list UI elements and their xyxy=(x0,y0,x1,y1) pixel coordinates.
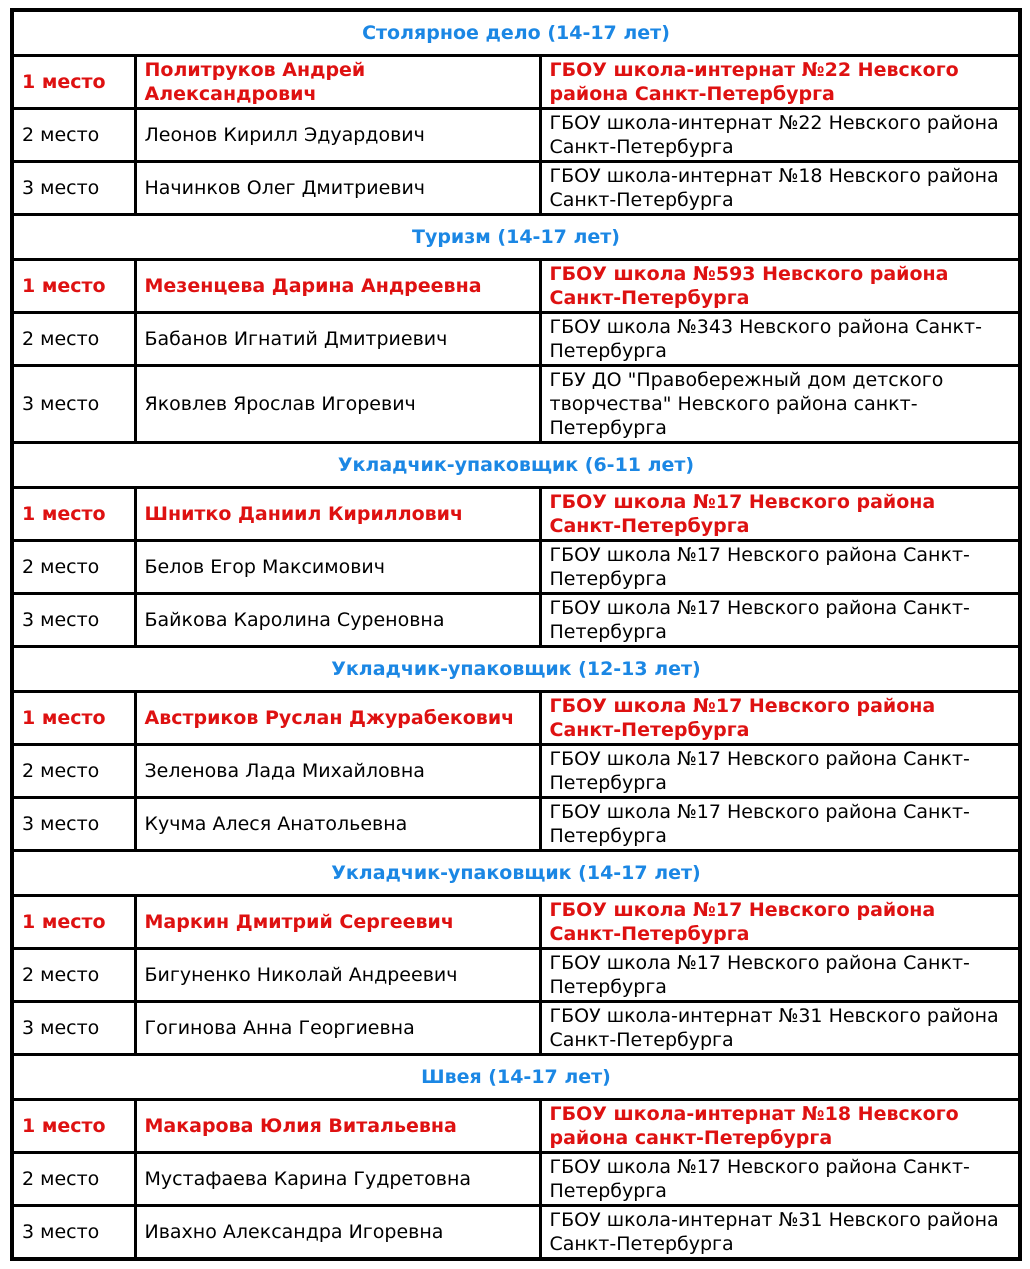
place-cell: 1 место xyxy=(12,896,135,949)
name-cell: Байкова Каролина Суреновна xyxy=(135,594,540,647)
place-cell: 1 место xyxy=(12,56,135,109)
school-cell: ГБОУ школа №343 Невского района Санкт-Петербурга xyxy=(540,313,1020,366)
school-cell: ГБОУ школа-интернат №31 Невского района Санкт-Петербурга xyxy=(540,1206,1020,1260)
school-cell: ГБОУ школа №593 Невского района Санкт-Петербурга xyxy=(540,260,1020,313)
school-cell: ГБОУ школа-интернат №22 Невского района Санкт-Петербурга xyxy=(540,56,1020,109)
section-title: Укладчик-упаковщик (6-11 лет) xyxy=(12,443,1020,488)
table-row xyxy=(12,1153,1020,1206)
table-row xyxy=(12,896,1020,949)
name-cell: Бигуненко Николай Андреевич xyxy=(135,949,540,1002)
section-title: Укладчик-упаковщик (14-17 лет) xyxy=(12,851,1020,896)
place-cell: 3 место xyxy=(12,798,135,851)
name-cell: Белов Егор Максимович xyxy=(135,541,540,594)
place-cell: 2 место xyxy=(12,745,135,798)
name-cell: Политруков Андрей Александрович xyxy=(135,56,540,109)
school-cell: ГБУ ДО "Правобережный дом детского творчества" Невского района санкт-Петербурга xyxy=(540,366,1020,443)
place-cell: 1 место xyxy=(12,260,135,313)
school-cell: ГБОУ школа-интернат №18 Невского района санкт-Петербурга xyxy=(540,1100,1020,1153)
name-cell: Леонов Кирилл Эдуардович xyxy=(135,109,540,162)
table-row xyxy=(12,798,1020,851)
place-cell: 2 место xyxy=(12,313,135,366)
section-header-row xyxy=(12,1055,1020,1100)
name-cell: Австриков Руслан Джурабекович xyxy=(135,692,540,745)
table-row xyxy=(12,692,1020,745)
school-cell: ГБОУ школа №17 Невского района Санкт-Петербурга xyxy=(540,949,1020,1002)
school-cell: ГБОУ школа №17 Невского района Санкт-Петербурга xyxy=(540,594,1020,647)
school-cell: ГБОУ школа №17 Невского района Санкт-Петербурга xyxy=(540,745,1020,798)
results-table xyxy=(10,8,1022,1261)
table-row xyxy=(12,162,1020,215)
name-cell: Ивахно Александра Игоревна xyxy=(135,1206,540,1260)
section-title: Туризм (14-17 лет) xyxy=(12,215,1020,260)
school-cell: ГБОУ школа №17 Невского района Санкт-Петербурга xyxy=(540,896,1020,949)
table-row xyxy=(12,260,1020,313)
table-row xyxy=(12,109,1020,162)
table-row xyxy=(12,366,1020,443)
table-row xyxy=(12,1002,1020,1055)
table-row xyxy=(12,949,1020,1002)
section-header-row xyxy=(12,851,1020,896)
school-cell: ГБОУ школа №17 Невского района Санкт-Петербурга xyxy=(540,541,1020,594)
school-cell: ГБОУ школа-интернат №22 Невского района Санкт-Петербурга xyxy=(540,109,1020,162)
name-cell: Мустафаева Карина Гудретовна xyxy=(135,1153,540,1206)
place-cell: 2 место xyxy=(12,949,135,1002)
table-row xyxy=(12,1206,1020,1260)
table-row xyxy=(12,488,1020,541)
place-cell: 3 место xyxy=(12,366,135,443)
name-cell: Маркин Дмитрий Сергеевич xyxy=(135,896,540,949)
table-row xyxy=(12,745,1020,798)
table-row xyxy=(12,313,1020,366)
name-cell: Начинков Олег Дмитриевич xyxy=(135,162,540,215)
table-row xyxy=(12,1100,1020,1153)
place-cell: 1 место xyxy=(12,692,135,745)
section-header-row xyxy=(12,443,1020,488)
school-cell: ГБОУ школа №17 Невского района Санкт-Петербурга xyxy=(540,798,1020,851)
name-cell: Зеленова Лада Михайловна xyxy=(135,745,540,798)
school-cell: ГБОУ школа №17 Невского района Санкт-Петербурга xyxy=(540,1153,1020,1206)
place-cell: 3 место xyxy=(12,1002,135,1055)
name-cell: Яковлев Ярослав Игоревич xyxy=(135,366,540,443)
section-title: Укладчик-упаковщик (12-13 лет) xyxy=(12,647,1020,692)
place-cell: 1 место xyxy=(12,488,135,541)
school-cell: ГБОУ школа №17 Невского района Санкт-Петербурга xyxy=(540,488,1020,541)
place-cell: 2 место xyxy=(12,541,135,594)
results-table-body xyxy=(12,10,1020,1259)
table-row xyxy=(12,56,1020,109)
name-cell: Бабанов Игнатий Дмитриевич xyxy=(135,313,540,366)
place-cell: 2 место xyxy=(12,1153,135,1206)
section-header-row xyxy=(12,10,1020,56)
section-header-row xyxy=(12,215,1020,260)
place-cell: 3 место xyxy=(12,1206,135,1260)
school-cell: ГБОУ школа-интернат №18 Невского района Санкт-Петербурга xyxy=(540,162,1020,215)
section-header-row xyxy=(12,647,1020,692)
school-cell: ГБОУ школа-интернат №31 Невского района Санкт-Петербурга xyxy=(540,1002,1020,1055)
name-cell: Гогинова Анна Георгиевна xyxy=(135,1002,540,1055)
name-cell: Шнитко Даниил Кириллович xyxy=(135,488,540,541)
table-row xyxy=(12,541,1020,594)
name-cell: Макарова Юлия Витальевна xyxy=(135,1100,540,1153)
section-title: Швея (14-17 лет) xyxy=(12,1055,1020,1100)
name-cell: Мезенцева Дарина Андреевна xyxy=(135,260,540,313)
section-title: Столярное дело (14-17 лет) xyxy=(12,10,1020,56)
school-cell: ГБОУ школа №17 Невского района Санкт-Петербурга xyxy=(540,692,1020,745)
place-cell: 2 место xyxy=(12,109,135,162)
table-row xyxy=(12,594,1020,647)
place-cell: 3 место xyxy=(12,162,135,215)
name-cell: Кучма Алеся Анатольевна xyxy=(135,798,540,851)
place-cell: 3 место xyxy=(12,594,135,647)
place-cell: 1 место xyxy=(12,1100,135,1153)
